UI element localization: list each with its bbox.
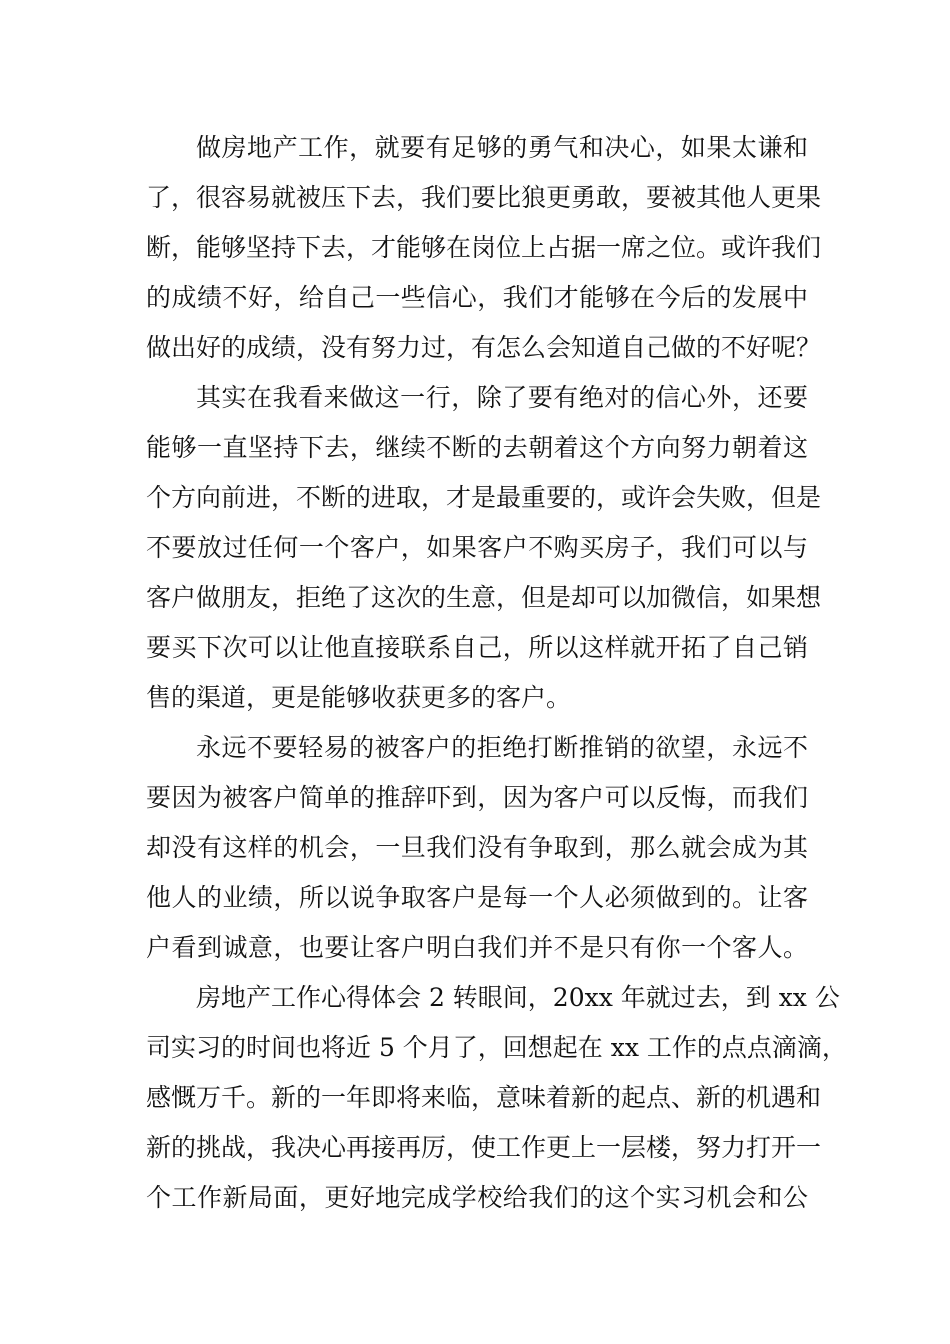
paragraph-4-line-3: 感慨万千。新的一年即将来临，意味着新的起点、新的机遇和 bbox=[146, 1083, 822, 1112]
paragraph-1-line-4: 的成绩不好，给自己一些信心，我们才能够在今后的发展中 bbox=[146, 283, 808, 312]
paragraph-1-line-3: 断，能够坚持下去，才能够在岗位上占据一席之位。或许我们 bbox=[146, 233, 822, 262]
paragraph-2-line-4: 不要放过任何一个客户，如果客户不购买房子，我们可以与 bbox=[146, 533, 808, 562]
paragraph-2-line-5: 客户做朋友，拒绝了这次的生意，但是却可以加微信，如果想 bbox=[146, 583, 822, 612]
paragraph-2-line-7: 售的渠道，更是能够收获更多的客户。 bbox=[146, 683, 572, 712]
paragraph-1-line-1: 做房地产工作，就要有足够的勇气和决心，如果太谦和 bbox=[196, 133, 808, 162]
paragraph-2-line-1: 其实在我看来做这一行，除了要有绝对的信心外，还要 bbox=[196, 383, 808, 412]
paragraph-3-line-3: 却没有这样的机会，一旦我们没有争取到，那么就会成为其 bbox=[146, 833, 808, 862]
paragraph-1-line-5: 做出好的成绩，没有努力过，有怎么会知道自己做的不好呢？ bbox=[146, 333, 822, 362]
paragraph-4-line-5: 个工作新局面，更好地完成学校给我们的这个实习机会和公 bbox=[146, 1183, 808, 1212]
paragraph-4-line-4: 新的挑战，我决心再接再厉，使工作更上一层楼，努力打开一 bbox=[146, 1133, 822, 1162]
paragraph-3-line-1: 永远不要轻易的被客户的拒绝打断推销的欲望，永远不 bbox=[196, 733, 808, 762]
paragraph-2-line-3: 个方向前进，不断的进取，才是最重要的，或许会失败，但是 bbox=[146, 483, 822, 512]
paragraph-4-line-1: 房地产工作心得体会 2 转眼间，20xx 年就过去，到 xx 公 bbox=[196, 983, 840, 1012]
paragraph-1-line-2: 了，很容易就被压下去，我们要比狼更勇敢，要被其他人更果 bbox=[146, 183, 822, 212]
paragraph-3-line-4: 他人的业绩，所以说争取客户是每一个人必须做到的。让客 bbox=[146, 883, 808, 912]
paragraph-2-line-6: 要买下次可以让他直接联系自己，所以这样就开拓了自己销 bbox=[146, 633, 808, 662]
paragraph-4-line-2: 司实习的时间也将近 5 个月了，回想起在 xx 工作的点点滴滴， bbox=[146, 1033, 847, 1062]
paragraph-3-line-5: 户看到诚意，也要让客户明白我们并不是只有你一个客人。 bbox=[146, 933, 808, 962]
paragraph-2-line-2: 能够一直坚持下去，继续不断的去朝着这个方向努力朝着这 bbox=[146, 433, 808, 462]
paragraph-3-line-2: 要因为被客户简单的推辞吓到，因为客户可以反悔，而我们 bbox=[146, 783, 808, 812]
